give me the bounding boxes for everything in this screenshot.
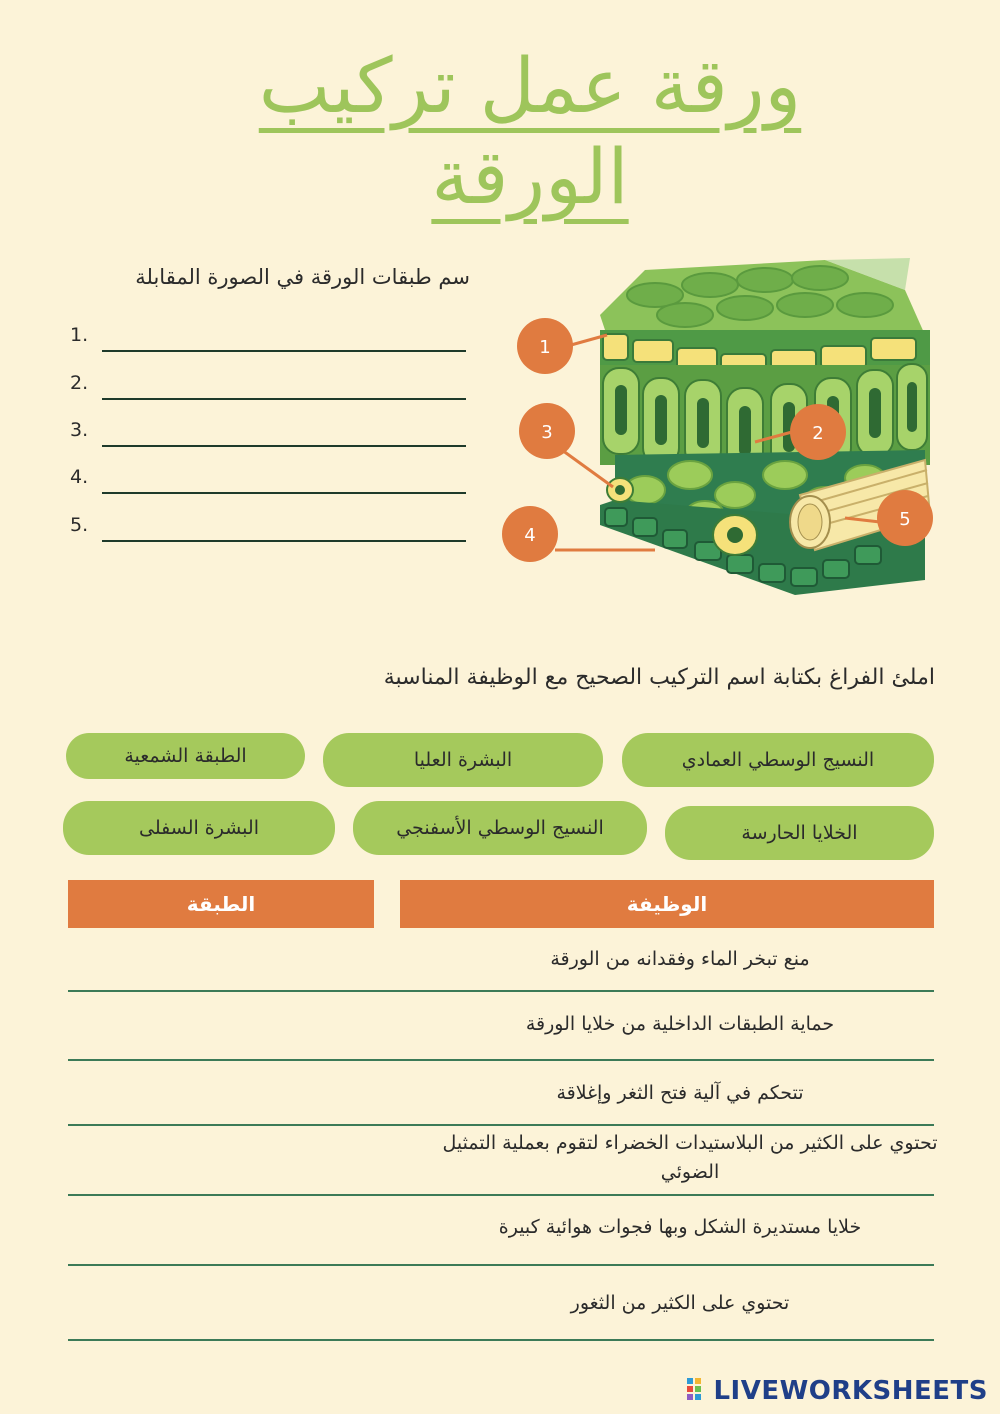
answer-line-3[interactable]: [66, 415, 466, 447]
option-lower-epidermis[interactable]: البشرة السفلى: [63, 801, 335, 855]
row-divider: [68, 1339, 934, 1341]
header-layer: الطبقة: [68, 880, 374, 928]
option-palisade[interactable]: النسيج الوسطي العمادي: [622, 733, 934, 787]
line-number: 1.: [70, 324, 89, 346]
row-divider: [68, 1124, 934, 1126]
callout-4: [502, 506, 558, 562]
callout-label: 3: [541, 422, 553, 443]
callout-3: [519, 403, 575, 459]
option-upper-epidermis[interactable]: البشرة العليا: [323, 733, 603, 787]
question-fill-blanks: املئ الفراغ بكتابة اسم التركيب الصحيح مع الوظيفة المناسبة: [383, 665, 935, 690]
callout-2: [790, 404, 846, 460]
leaf-structure-diagram: [495, 250, 945, 610]
option-guard-cells[interactable]: الخلايا الحارسة: [665, 806, 934, 860]
function-row-6: تحتوي على الكثير من الثغور: [570, 1292, 790, 1314]
callout-label: 4: [524, 525, 536, 546]
brand-text: LIVEWORKSHEETS: [713, 1376, 988, 1406]
line-number: 5.: [70, 514, 89, 536]
liveworksheets-logo: [687, 1376, 988, 1406]
row-divider: [68, 1264, 934, 1266]
function-row-4: تحتوي على الكثير من البلاستيدات الخضراء لتقوم بعملية التمثيل الضوئي: [442, 1132, 938, 1184]
option-wax-layer[interactable]: الطبقة الشمعية: [66, 733, 305, 779]
callout-1: [517, 318, 573, 374]
function-row-2: حماية الطبقات الداخلية من خلايا الورقة: [525, 1013, 835, 1035]
function-row-1: منع تبخر الماء وفقدانه من الورقة: [550, 948, 810, 970]
question-name-layers: سم طبقات الورقة في الصورة المقابلة: [135, 265, 470, 289]
answer-line-4[interactable]: [66, 462, 466, 494]
function-row-3: تتحكم في آلية فتح الثغر وإغلاقة: [556, 1082, 804, 1104]
function-row-5: خلايا مستديرة الشكل وبها فجوات هوائية كبيرة: [498, 1216, 862, 1238]
line-number: 4.: [70, 466, 89, 488]
line-number: 2.: [70, 372, 89, 394]
callout-label: 2: [812, 423, 824, 444]
line-number: 3.: [70, 419, 89, 441]
row-divider: [68, 1194, 934, 1196]
callout-5: [877, 490, 933, 546]
answer-line-2[interactable]: [66, 368, 466, 400]
liveworksheets-icon: [687, 1378, 709, 1402]
option-spongy[interactable]: النسيج الوسطي الأسفنجي: [353, 801, 647, 855]
page-title: ورقة عمل تركيب الورقة: [258, 41, 802, 222]
row-divider: [68, 1059, 934, 1061]
answer-line-5[interactable]: [66, 510, 466, 542]
callout-label: 5: [899, 509, 911, 530]
answer-line-1[interactable]: [66, 320, 466, 352]
callout-label: 1: [539, 337, 551, 358]
row-divider: [68, 990, 934, 992]
header-function: الوظيفة: [400, 880, 934, 928]
